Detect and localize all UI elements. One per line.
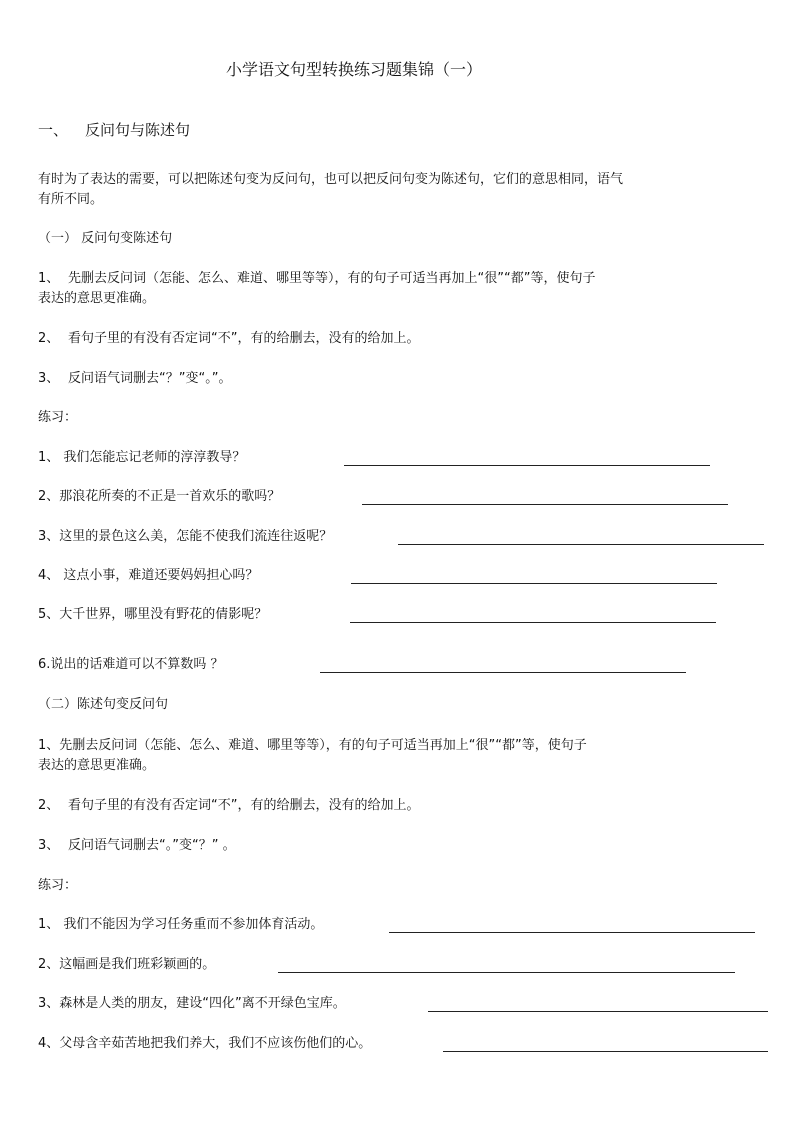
answer-line-1-6[interactable] — [320, 672, 686, 673]
answer-line-2-3[interactable] — [428, 1011, 768, 1012]
exercise-1-6: 6.说出的话难道可以不算数吗 ？ — [38, 657, 224, 672]
rule-2-1-text-line2: 表达的意思更准确。 — [38, 758, 156, 773]
exercise-1-3: 3、这里的景色这么美，怎能不使我们流连往返呢？ — [38, 529, 333, 544]
answer-line-1-5[interactable] — [350, 622, 716, 623]
answer-line-2-4[interactable] — [443, 1051, 768, 1052]
exercise-1-1: 1、 我们怎能忘记老师的淳淳教导？ — [38, 450, 246, 465]
answer-line-2-2[interactable] — [278, 972, 735, 973]
practice-label-1: 练习： — [38, 410, 78, 425]
exercise-1-5: 5、大千世界，哪里没有野花的倩影呢？ — [38, 607, 268, 622]
page-title: 小学语文句型转换练习题集锦（一） — [226, 60, 483, 79]
rule-1-number: 1、 — [38, 271, 60, 286]
exercise-2-3: 3、森林是人类的朋友，建设“四化”离不开绿色宝库。 — [38, 996, 346, 1011]
intro-text-line2: 有所不同。 — [38, 192, 104, 207]
section-number: 一、 — [38, 121, 69, 139]
exercise-1-2: 2、那浪花所奏的不正是一首欢乐的歌吗？ — [38, 489, 281, 504]
practice-label-2: 练习： — [38, 878, 78, 893]
rule-2-2-number: 2、 — [38, 798, 60, 813]
rule-2-number: 2、 — [38, 331, 60, 346]
answer-line-1-3[interactable] — [398, 544, 764, 545]
exercise-2-1: 1、 我们不能因为学习任务重而不参加体育活动。 — [38, 917, 324, 932]
subsection-heading-1: （一） 反问句变陈述句 — [38, 231, 173, 246]
intro-text-line1: 有时为了表达的需要，可以把陈述句变为反问句，也可以把反问句变为陈述句，它们的意思相同，语气 — [38, 172, 624, 187]
answer-line-1-1[interactable] — [344, 465, 710, 466]
section-heading: 反问句与陈述句 — [85, 121, 191, 139]
rule-1-text-line2: 表达的意思更准确。 — [38, 291, 156, 306]
answer-line-1-4[interactable] — [351, 583, 717, 584]
rule-3-text: 反问语气词删去“？”变“。”。 — [68, 371, 232, 386]
answer-line-2-1[interactable] — [389, 932, 755, 933]
exercise-1-4: 4、 这点小事，难道还要妈妈担心吗？ — [38, 568, 259, 583]
exercise-2-2: 2、这幅画是我们班彩颖画的。 — [38, 957, 216, 972]
rule-3-number: 3、 — [38, 371, 60, 386]
rule-2-3-text: 反问语气词删去“。”变“？” 。 — [68, 838, 236, 853]
subsection-heading-2: （二）陈述句变反问句 — [38, 697, 169, 712]
rule-2-1-text-line1: 1、先删去反问词（怎能、怎么、难道、哪里等等），有的句子可适当再加上“很”“都”等，使句子 — [38, 738, 587, 753]
rule-2-3-number: 3、 — [38, 838, 60, 853]
answer-line-1-2[interactable] — [362, 504, 728, 505]
rule-2-2-text: 看句子里的有没有否定词“不”，有的给删去，没有的给加上。 — [68, 798, 420, 813]
exercise-2-4: 4、父母含辛茹苦地把我们养大，我们不应该伤他们的心。 — [38, 1036, 372, 1051]
rule-1-text-line1: 先删去反问词（怎能、怎么、难道、哪里等等），有的句子可适当再加上“很”“都”等，使句子 — [68, 271, 596, 286]
rule-2-text: 看句子里的有没有否定词“不”，有的给删去，没有的给加上。 — [68, 331, 420, 346]
